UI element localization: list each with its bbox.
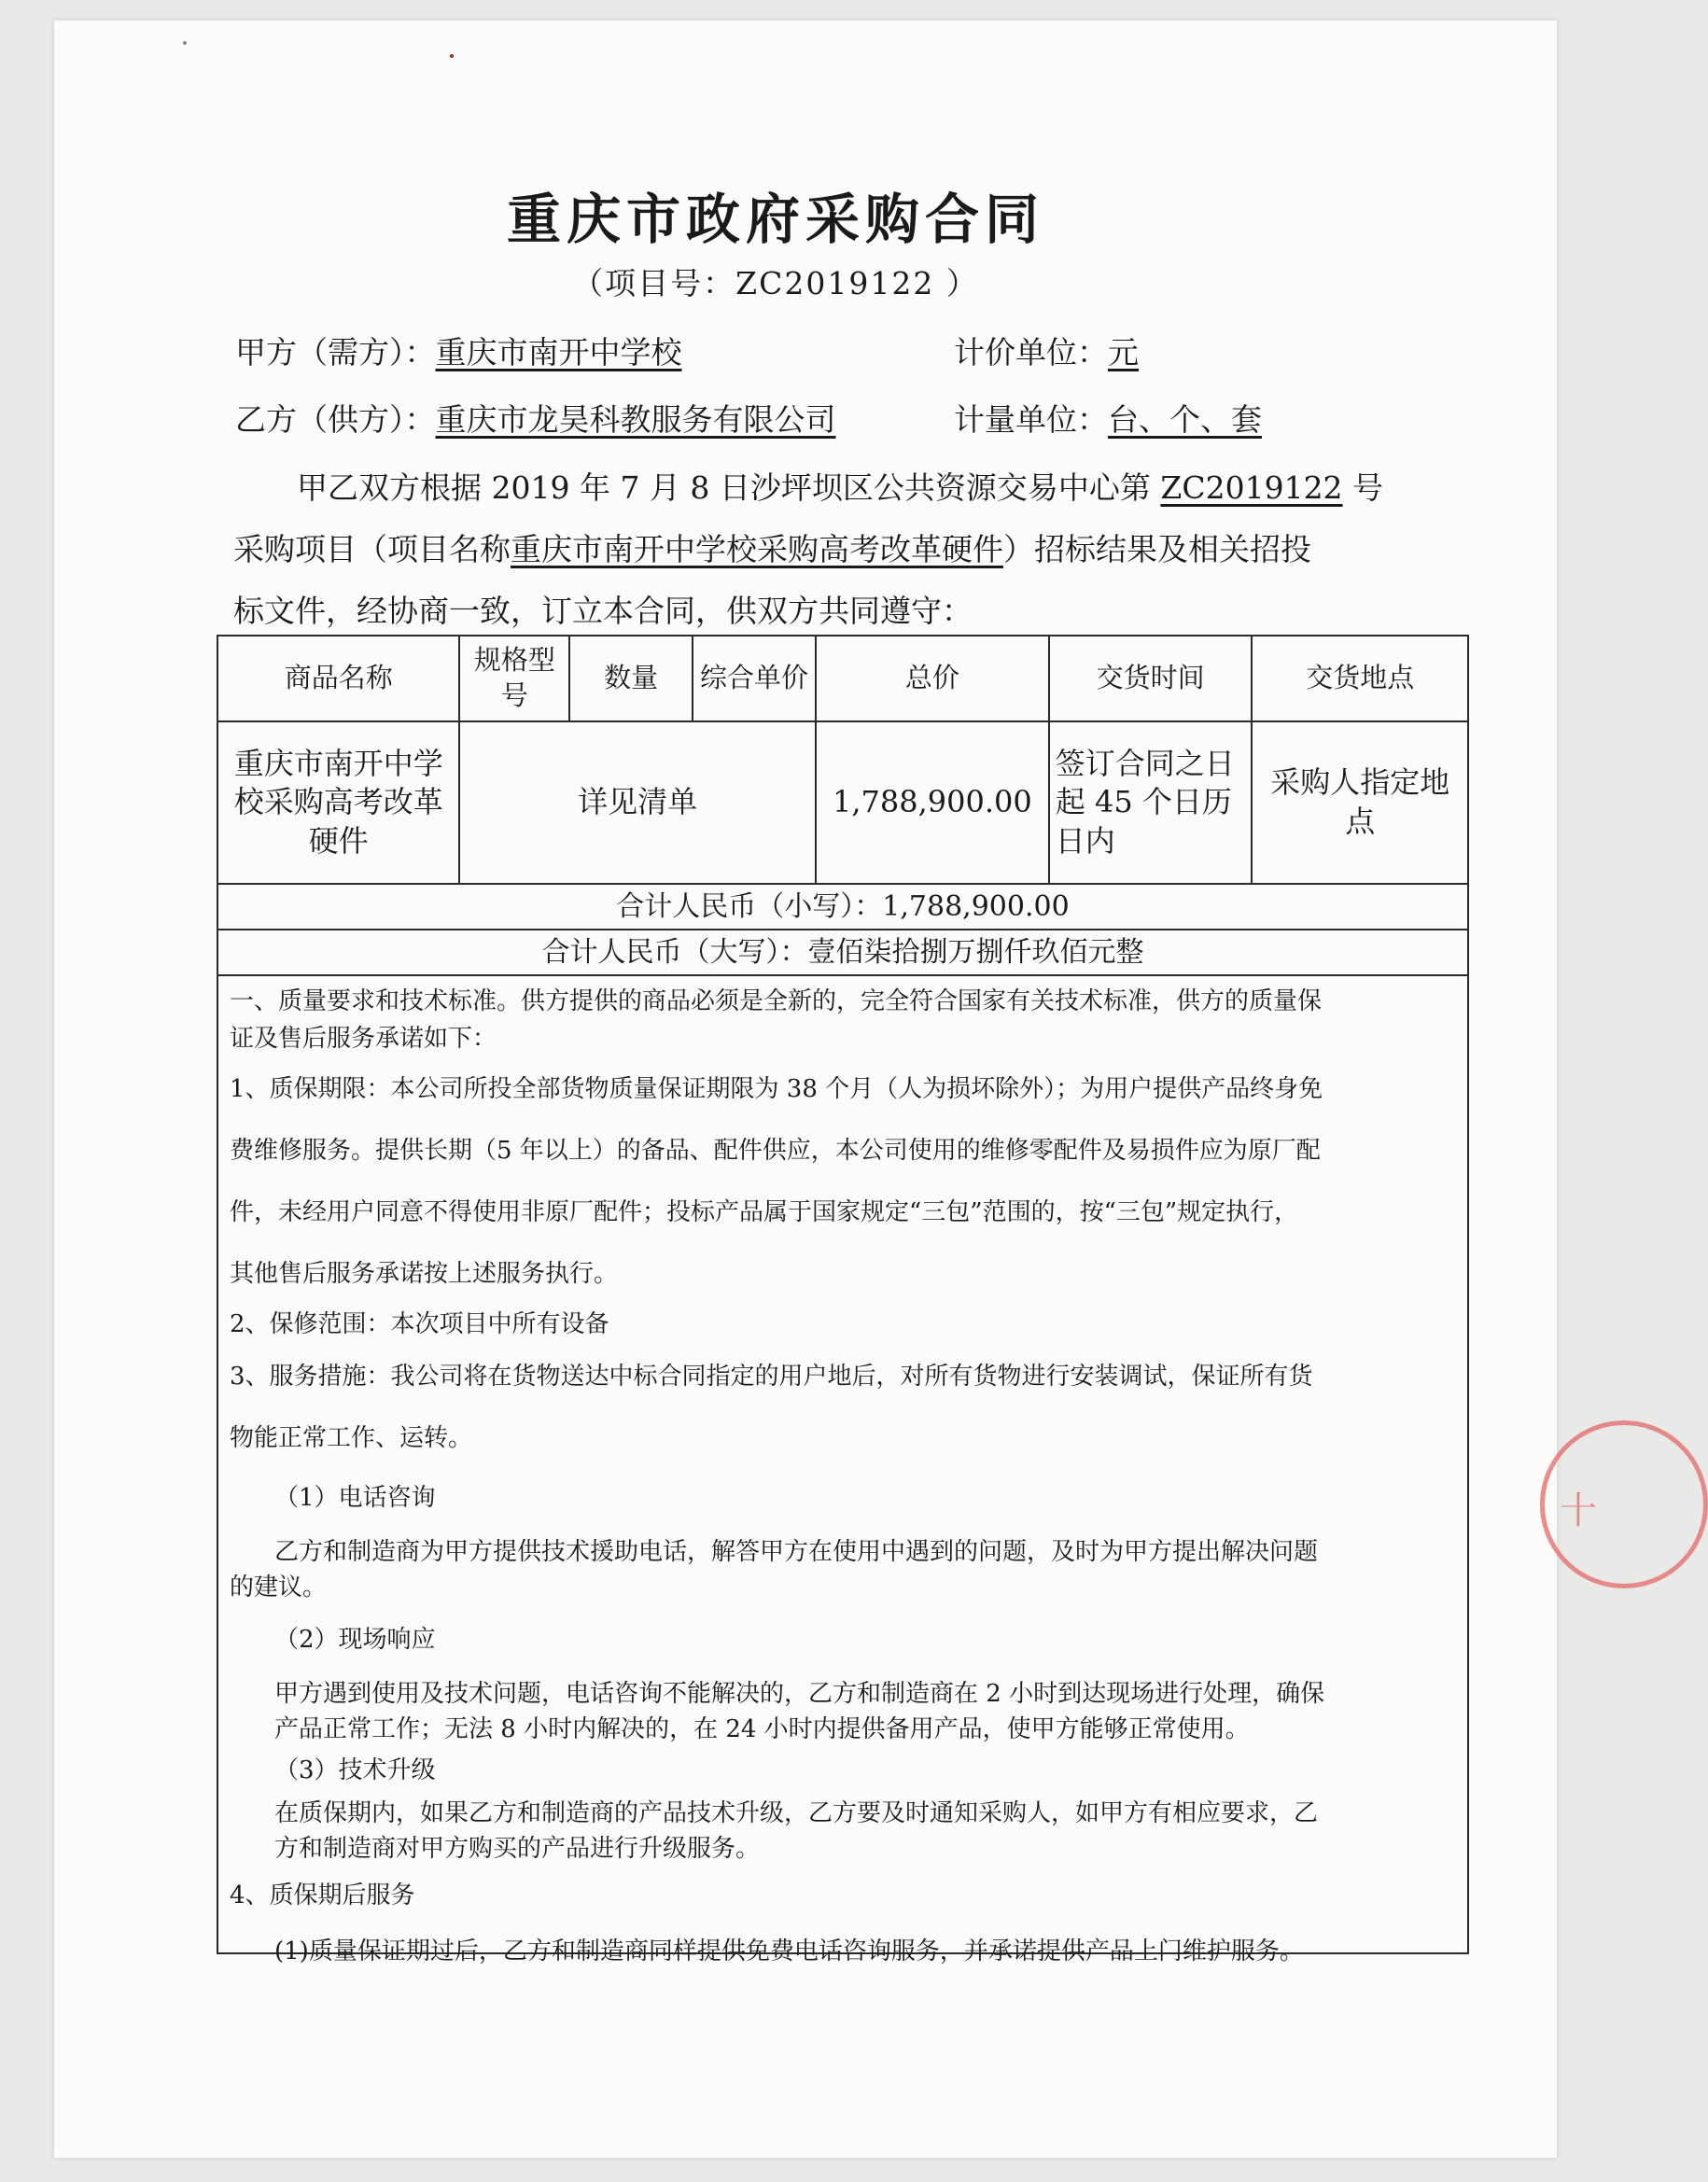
- header-cell: 数量: [569, 636, 693, 721]
- table-header-row: [217, 636, 1468, 721]
- party-a-name: 重庆市南开中学校: [435, 334, 682, 371]
- header-cell: 综合单价: [693, 636, 816, 721]
- item-detail: 详见清单: [459, 721, 815, 884]
- price-unit: [954, 329, 1139, 372]
- stamp-text: 十: [1560, 1490, 1597, 1532]
- scan-speck: [183, 41, 187, 45]
- contract-table: [217, 635, 1469, 1965]
- party-b-label: 乙方（供方）：: [235, 401, 436, 438]
- term-line: 其他售后服务承诺按上述服务执行。: [230, 1260, 619, 1288]
- party-a: [235, 329, 682, 372]
- term-line: 方和制造商对甲方购买的产品进行升级服务。: [274, 1835, 761, 1863]
- term-line: 3、服务措施：我公司将在货物送达中标合同指定的用户地后，对所有货物进行安装调试，保证所有货: [230, 1363, 1313, 1391]
- term-line: 一、质量要求和技术标准。供方提供的商品必须是全新的，完全符合国家有关技术标准，供方的质量保: [230, 987, 1323, 1015]
- term-line: 2、保修范围：本次项目中所有设备: [230, 1310, 609, 1338]
- sum-big-row: [217, 930, 1468, 975]
- measure-unit-value: 台、个、套: [1108, 401, 1262, 438]
- intro-line-3: 标文件，经协商一致，订立本合同，供双方共同遵守：: [233, 593, 973, 629]
- term-line: 1、质保期限：本公司所投全部货物质量保证期限为 38 个月（人为损坏除外）；为用户提供产品终身免: [230, 1075, 1323, 1103]
- intro-text: ）招标结果及相关招投: [1003, 531, 1311, 567]
- header-cell: 商品名称: [217, 636, 459, 721]
- term-subheading: （1）电话咨询: [274, 1484, 436, 1512]
- header-cell: 总价: [816, 636, 1049, 721]
- term-line: 的建议。: [230, 1574, 328, 1602]
- intro-project-name: 重庆市南开中学校采购高考改革硬件: [511, 531, 1003, 567]
- intro-text: 号: [1342, 469, 1384, 506]
- item-delivery-place: 采购人指定地点: [1252, 721, 1468, 884]
- party-a-label: 甲方（需方）：: [235, 334, 436, 371]
- price-unit-label: 计价单位：: [954, 334, 1108, 371]
- term-line: 费维修服务。提供长期（5 年以上）的备品、配件供应，本公司使用的维修零配件及易损件应为原厂配: [230, 1137, 1321, 1165]
- term-line: 甲方遇到使用及技术问题，电话咨询不能解决的，乙方和制造商在 2 小时到达现场进行处理，确保: [274, 1680, 1325, 1708]
- term-subheading: （2）现场响应: [274, 1626, 436, 1654]
- header-cell: 规格型号: [459, 636, 569, 721]
- intro-project-no: ZC2019122: [1160, 469, 1343, 506]
- party-b-name: 重庆市龙昊科教服务有限公司: [435, 401, 836, 438]
- header-cell: 交货时间: [1049, 636, 1253, 721]
- intro-text: 甲乙双方根据 2019 年 7 月 8 日沙坪坝区公共资源交易中心第: [297, 469, 1161, 506]
- red-seal-stamp: [1540, 1420, 1708, 1588]
- term-line: 证及售后服务承诺如下：: [230, 1025, 497, 1053]
- sum-small: 合计人民币（小写）：1,788,900.00: [217, 884, 1468, 930]
- term-line: 物能正常工作、运转。: [230, 1424, 473, 1452]
- scan-speck: [450, 54, 454, 58]
- term-line: 在质保期内，如果乙方和制造商的产品技术升级，乙方要及时通知采购人，如甲方有相应要求，乙: [274, 1799, 1319, 1827]
- term-subheading: （3）技术升级: [274, 1756, 436, 1784]
- header-cell: 交货地点: [1252, 636, 1468, 721]
- term-line: 产品正常工作；无法 8 小时内解决的，在 24 小时内提供备用产品，使甲方能够正常使用。: [274, 1715, 1250, 1743]
- intro-line-1: [297, 457, 1383, 519]
- terms-cell: [217, 975, 1468, 1965]
- term-line: 乙方和制造商为甲方提供技术援助电话，解答甲方在使用中遇到的问题，及时为甲方提出解决问题: [274, 1538, 1319, 1566]
- table-row: [217, 721, 1468, 884]
- intro-text: 采购项目（项目名称: [233, 531, 511, 567]
- sum-big: 合计人民币（大写）：壹佰柒拾捌万捌仟玖佰元整: [217, 930, 1468, 975]
- term-heading: 4、质保期后服务: [230, 1881, 415, 1909]
- item-name: 重庆市南开中学校采购高考改革硬件: [217, 721, 459, 884]
- term-line: 件，未经用户同意不得使用非原厂配件；投标产品属于国家规定“三包”范围的，按“三包”规定执行，: [230, 1198, 1299, 1226]
- item-delivery-time: 签订合同之日起 45 个日历日内: [1049, 721, 1253, 884]
- item-total: 1,788,900.00: [816, 721, 1049, 884]
- terms-row: [217, 975, 1468, 1953]
- project-number: （项目号：ZC2019122 ）: [572, 265, 979, 301]
- measure-unit: [954, 396, 1262, 440]
- price-unit-value: 元: [1108, 334, 1139, 371]
- term-line: (1)质量保证期过后，乙方和制造商同样提供免费电话咨询服务，并承诺提供产品上门维护服务。: [274, 1937, 1304, 1965]
- party-b: [235, 396, 836, 440]
- intro-line-2: [233, 519, 1311, 580]
- measure-unit-label: 计量单位：: [954, 401, 1108, 438]
- contract-title: 重庆市政府采购合同: [506, 188, 1044, 251]
- sum-small-row: [217, 884, 1468, 930]
